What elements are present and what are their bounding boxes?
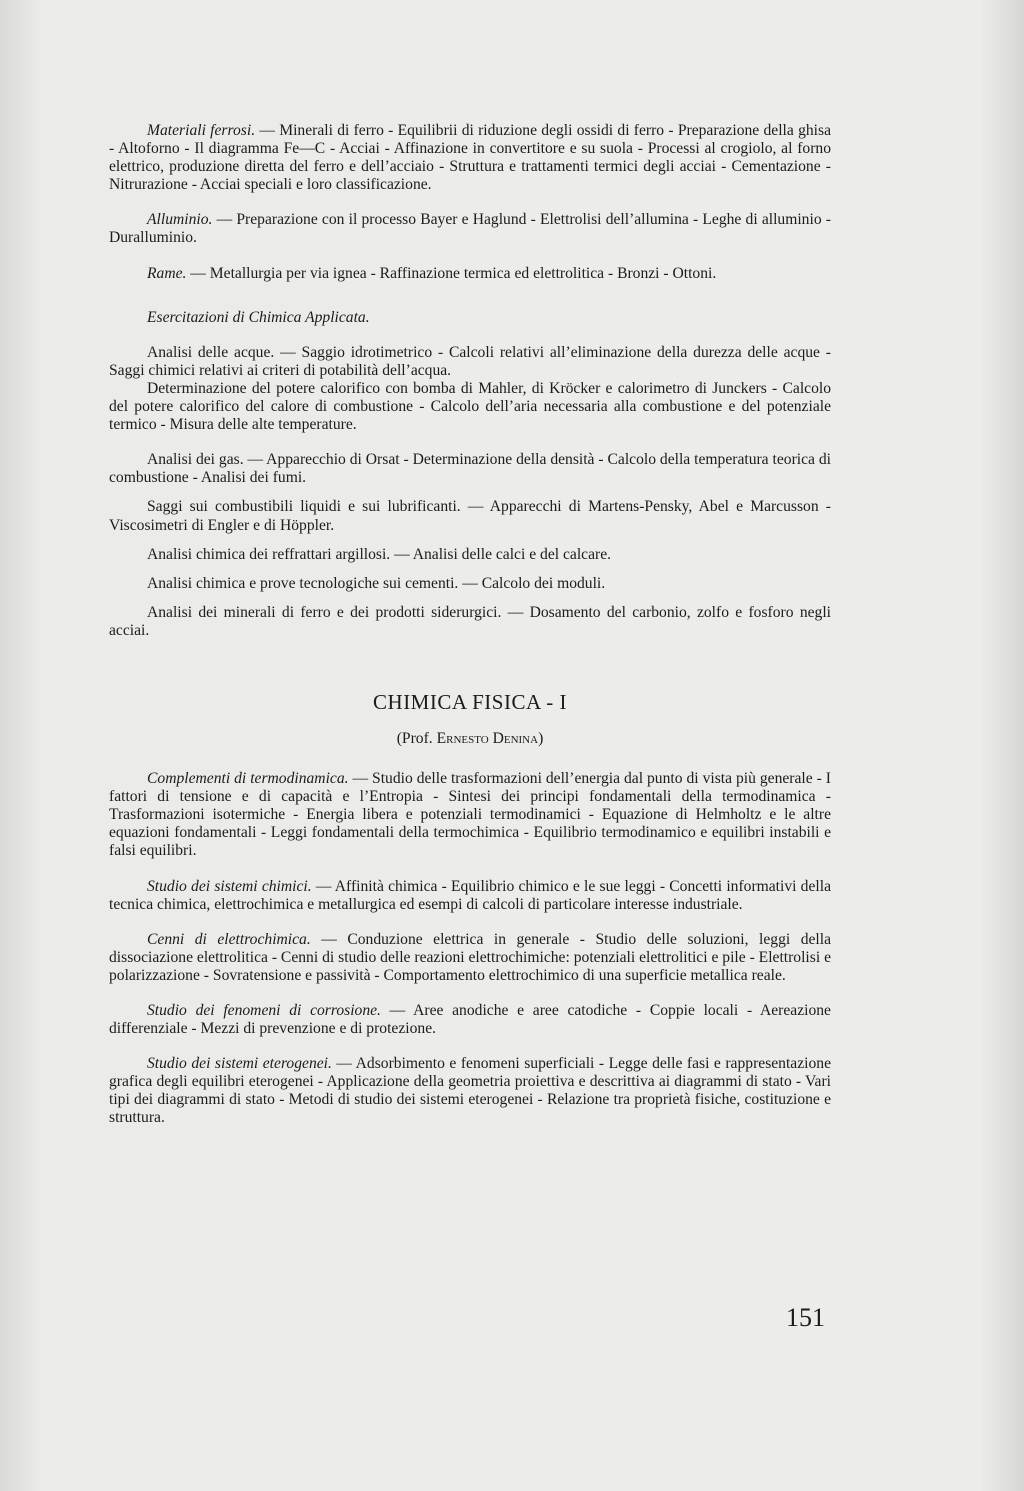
paragraph-body: — Adsorbimento e fenomeni superficiali - Legge delle fasi e rappresentazione grafica degli equilibri eterogenei - Applicazione della geometria proiettiva e descrittiva ai diagrammi di stato - Vari tipi dei diagrammi di stato - Metodi di studio dei sistemi eterogenei - Relazione tra proprietà fisiche, costituzione e struttura. [109,1055,831,1127]
paragraph-body: — Metallurgia per via ignea - Raffinazione termica ed elettrolitica - Bronzi - Ottoni. [186,264,717,282]
paragraph-lead: Alluminio. [147,211,213,229]
subheading-esercitazioni [109,309,831,327]
professor-name: Ernesto Denina [436,729,539,747]
page-number: 151 [786,1303,825,1332]
paragraph-body: Saggi sui combustibili liquidi e sui lubrificanti. — Apparecchi di Martens-Pensky, Abel e Marcusson - Viscosimetri di Engler e di Höppler. [109,498,831,534]
section-title: CHIMICA FISICA - I [373,689,567,714]
paragraph-body: Analisi chimica e prove tecnologiche sui cementi. — Calcolo dei moduli. [147,574,606,592]
paragraph-lead: Studio dei sistemi eterogenei. [147,1055,332,1073]
paragraph-elettrochimica [109,931,831,985]
paragraph-body: — Studio delle trasformazioni dell’energia dal punto di vista più generale - I fattori di tensione e di capacità e l’Entropia - Sintesi dei principi fondamentali della termodinamica - Trasformazioni isotermiche - Energia libera e potenziali termodinamici - Equazione di Helmholtz e le altre equazioni fondamentali - Leggi fondamentali della termochimica - Equilibrio termodinamico e equilibri instabili e falsi equilibri. [109,770,831,860]
paragraph-analisi-gas [109,451,831,487]
paragraph-lead: Materiali ferrosi. [147,122,256,139]
paragraph-body: Analisi delle acque. — Saggio idrotimetrico - Calcoli relativi all’eliminazione della durezza delle acque - Saggi chimici relativi ai criteri di potabilità dell’acqua. [109,343,831,379]
paragraph-termodinamica [109,770,831,860]
paragraph-lead: Cenni di elettrochimica. [147,930,311,948]
paragraph-corrosione [109,1002,831,1038]
paragraph-potere-calorifico [109,380,831,434]
paragraph-lead: Studio dei fenomeni di corrosione. [147,1002,381,1019]
paragraph-lead: Rame. [147,264,187,282]
paragraph-alluminio [109,211,831,247]
paragraph-body: Analisi dei gas. — Apparecchio di Orsat - Determinazione della densità - Calcolo della temperatura teorica di combustione - Analisi dei fumi. [109,451,831,487]
paragraph-sistemi-chimici [109,878,831,914]
paragraph-materiali-ferrosi [109,122,831,194]
paragraph-body: — Affinità chimica - Equilibrio chimico e le sue leggi - Concetti informativi della tecnica chimica, elettrochimica e metallurgica ed esempi di calcoli di particolare interesse industriale. [109,877,831,913]
paragraph-body: — Preparazione con il processo Bayer e Haglund - Elettrolisi dell’allumina - Leghe di alluminio - Duralluminio. [109,211,831,247]
text-column [109,122,831,1128]
paragraph-lead: Studio dei sistemi chimici. [147,877,312,895]
professor-line: (Prof. Ernesto Denina) [396,729,544,747]
subheading-text: Esercitazioni di Chimica Applicata. [147,308,370,326]
paragraph-refrattari [109,546,831,564]
paragraph-analisi-acque [109,344,831,380]
paragraph-body: — Minerali di ferro - Equilibrii di riduzione degli ossidi di ferro - Preparazione della ghisa - Altoforno - Il diagramma Fe—C - Acciai - Affinazione in convertitore e su suola - Processi al crogiolo, al forno elettrico, produzione diretta del ferro e dell’acciaio - Struttura e trattamenti termici degli acciai - Cementazione - Nitrurazione - Acciai speciali e loro classificazione. [109,122,831,194]
paragraph-body: Analisi chimica dei reffrattari argillosi. — Analisi delle calci e del calcare. [147,545,612,563]
paragraph-sistemi-eterogenei [109,1055,831,1127]
paragraph-body: Analisi dei minerali di ferro e dei prodotti siderurgici. — Dosamento del carbonio, zolfo e fosforo negli acciai. [109,603,831,639]
paragraph-lead: Complementi di termodinamica. [147,770,349,788]
paragraph-rame [109,265,831,283]
paragraph-combustibili [109,498,831,534]
paragraph-cementi [109,575,831,593]
paragraph-body: Determinazione del potere calorifico con bomba di Mahler, di Kröcker e calorimetro di Junckers - Calcolo del potere calorifico del calore di combustione - Calcolo dell’aria necessaria alla combustione e del potenziale termico - Misura delle alte temperature. [109,379,831,434]
paragraph-body: — Aree anodiche e aree catodiche - Coppie locali - Aereazione differenziale - Mezzi di prevenzione e di protezione. [109,1002,831,1038]
paragraph-body: — Conduzione elettrica in generale - Studio delle soluzioni, leggi della dissociazione elettrolitica - Cenni di studio delle reazioni elettrochimiche: potenziali elettrolitici e pile - Elettrolisi e polarizzazione - Sovratensione e passività - Comportamento elettrochimico di una superficie metallica reale. [109,930,831,984]
paragraph-minerali-ferro [109,604,831,640]
